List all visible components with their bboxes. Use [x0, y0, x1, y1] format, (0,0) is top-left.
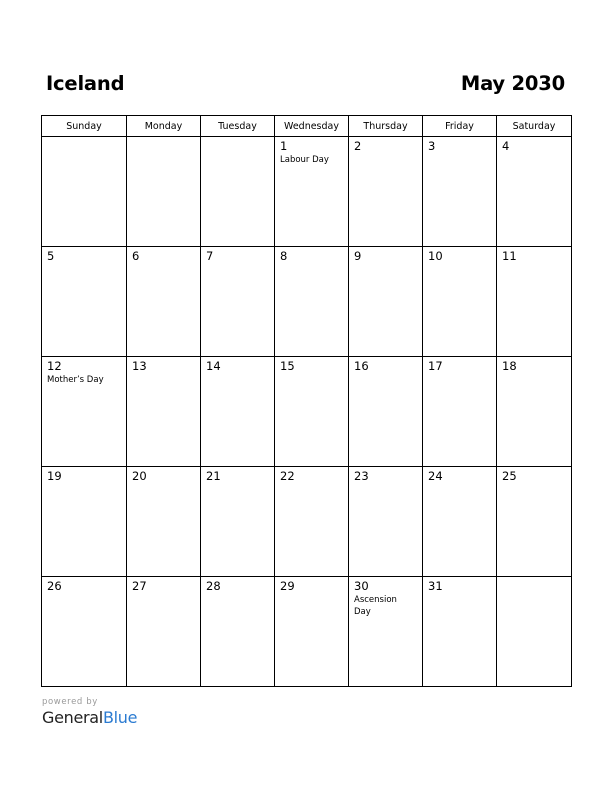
day-number: 28 [206, 579, 221, 593]
day-number: 24 [428, 469, 443, 483]
day-cell [201, 247, 275, 357]
day-number: 11 [502, 249, 517, 263]
weekday-header-sunday: Sunday [42, 116, 127, 137]
day-cell [201, 357, 275, 467]
brand-general: General [42, 708, 103, 727]
country-title: Iceland [46, 72, 125, 95]
day-number: 6 [132, 249, 140, 263]
weekday-header-tuesday: Tuesday [201, 116, 275, 137]
day-cell [201, 137, 275, 247]
brand-blue: Blue [102, 708, 138, 727]
powered-by-text: powered by [42, 697, 98, 707]
day-number: 19 [47, 469, 62, 483]
day-cell [497, 577, 572, 687]
day-cell [201, 467, 275, 577]
day-number: 5 [47, 249, 55, 263]
day-cell [423, 247, 497, 357]
day-number: 16 [354, 359, 369, 373]
day-cell [275, 137, 349, 247]
day-number: 25 [502, 469, 517, 483]
week-row [42, 577, 572, 687]
day-cell [349, 247, 423, 357]
day-cell [349, 357, 423, 467]
day-cell [349, 137, 423, 247]
week-row [42, 247, 572, 357]
day-cell [497, 467, 572, 577]
day-number: 10 [428, 249, 443, 263]
weekday-header-thursday: Thursday [349, 116, 423, 137]
calendar-grid [41, 115, 572, 687]
day-number: 4 [502, 139, 510, 153]
day-number: 18 [502, 359, 517, 373]
day-number: 21 [206, 469, 221, 483]
day-number: 23 [354, 469, 369, 483]
day-cell [423, 137, 497, 247]
day-cell [127, 577, 201, 687]
day-cell [349, 467, 423, 577]
weekday-header-saturday: Saturday [497, 116, 572, 137]
month-year-title: May 2030 [460, 72, 565, 95]
day-number: 14 [206, 359, 221, 373]
day-number: 15 [280, 359, 295, 373]
day-number: 20 [132, 469, 147, 483]
holiday-label: Ascension Day [354, 595, 397, 617]
day-cell [497, 137, 572, 247]
day-cell [201, 577, 275, 687]
day-cell [42, 467, 127, 577]
weekday-header-friday: Friday [423, 116, 497, 137]
day-cell [275, 247, 349, 357]
day-number: 27 [132, 579, 147, 593]
brand-name [42, 708, 137, 727]
holiday-label: Mother’s Day [47, 375, 104, 385]
day-cell [497, 357, 572, 467]
calendar-body [42, 137, 572, 687]
day-number: 31 [428, 579, 443, 593]
day-cell [423, 357, 497, 467]
day-cell [275, 357, 349, 467]
day-cell [275, 467, 349, 577]
week-row [42, 467, 572, 577]
day-number: 30 [354, 579, 369, 593]
day-number: 12 [47, 359, 62, 373]
day-number: 29 [280, 579, 295, 593]
day-cell [497, 247, 572, 357]
holiday-label: Labour Day [280, 155, 329, 165]
weekday-header-monday: Monday [127, 116, 201, 137]
day-cell [42, 357, 127, 467]
day-cell [423, 577, 497, 687]
day-number: 1 [280, 139, 288, 153]
day-cell [42, 247, 127, 357]
day-number: 2 [354, 139, 362, 153]
day-cell [127, 247, 201, 357]
day-cell [127, 467, 201, 577]
weekday-header-row [42, 116, 572, 137]
day-cell [42, 577, 127, 687]
day-cell [127, 357, 201, 467]
day-cell [127, 137, 201, 247]
week-row [42, 357, 572, 467]
day-number: 13 [132, 359, 147, 373]
day-number: 9 [354, 249, 362, 263]
day-number: 8 [280, 249, 288, 263]
day-cell [423, 467, 497, 577]
day-cell [349, 577, 423, 687]
day-number: 3 [428, 139, 436, 153]
week-row [42, 137, 572, 247]
day-cell [42, 137, 127, 247]
day-number: 7 [206, 249, 214, 263]
day-cell [275, 577, 349, 687]
day-number: 17 [428, 359, 443, 373]
generalblue-logo [42, 697, 137, 727]
day-number: 26 [47, 579, 62, 593]
weekday-header-wednesday: Wednesday [275, 116, 349, 137]
day-number: 22 [280, 469, 295, 483]
